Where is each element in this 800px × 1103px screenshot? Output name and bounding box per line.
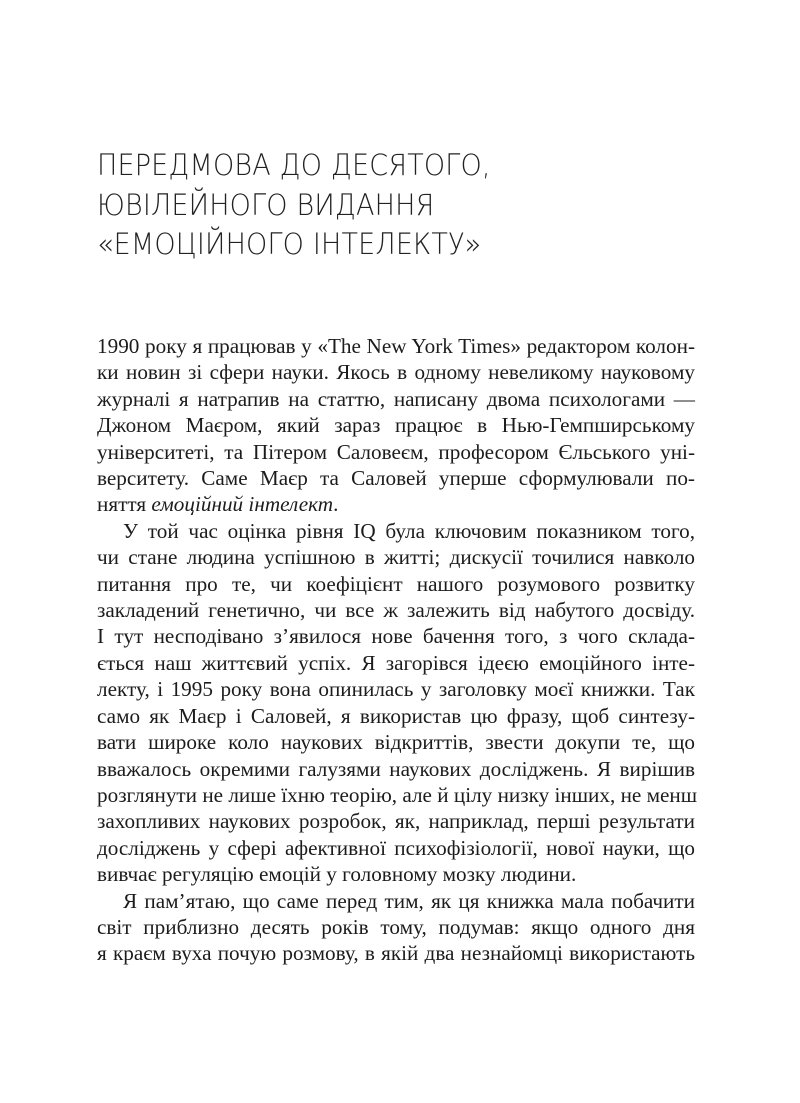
text-line: питання про те, чи коефіцієнт нашого розумового розвитку	[97, 571, 695, 596]
text-line: Я пам’ятаю, що саме перед тим, як ця книжка мала побачити	[123, 888, 695, 913]
text-line: І тут несподівано з’явилося нове бачення того, з чого склада-	[97, 624, 695, 649]
paragraph-3	[97, 888, 695, 967]
text-line: закладений генетично, чи все ж залежить від набутого досвіду.	[97, 598, 695, 623]
text-suffix: .	[333, 492, 339, 517]
text-line: досліджень у сфері афективної психофізіології, нової науки, що	[97, 835, 695, 860]
text-line: ки новин зі сфери науки. Якось в одному невеликому науковому	[97, 360, 695, 385]
chapter-title-line-2: ЮВІЛЕЙНОГО ВИДАННЯ	[97, 187, 435, 222]
chapter-body	[97, 333, 698, 967]
text-line: У той час оцінка рівня IQ була ключовим показником того,	[123, 518, 695, 543]
text-line: вати широке коло наукових відкриттів, звести докупи те, що	[97, 730, 695, 755]
text-line: чи стане людина успішною в житті; дискусії точилися навколо	[97, 545, 695, 570]
text-line: Джоном Маєром, який зараз працює в Нью-Гемпширському	[97, 413, 695, 438]
paragraph-2	[97, 518, 698, 888]
text-line: 1990 року я працював у «The New York Times» редактором колон-	[97, 334, 695, 358]
text-line: ється наш життєвий успіх. Я загорівся ідеєю емоційного інте-	[97, 650, 695, 675]
text-prefix: няття	[97, 492, 152, 517]
text-line: лекту, і 1995 року вона опинилась у заголовку моєї книжки. Так	[97, 677, 695, 702]
chapter-title	[97, 146, 655, 265]
text-line: розглянути не лише їхню теорію, але й цілу низку інших, не менш	[97, 782, 698, 807]
text-line: журналі я натрапив на статтю, написану двома психологами —	[97, 386, 695, 411]
text-line: вивчає регуляцію емоцій у головному мозку людини.	[97, 862, 577, 887]
text-line: світ приблизно десять років тому, подумав: якщо одного дня	[97, 914, 695, 939]
text-line: університеті, та Пітером Саловеєм, професором Єльського уні-	[97, 439, 695, 464]
chapter-title-line-3: «ЕМОЦІЙНОГО ІНТЕЛЕКТУ»	[97, 227, 482, 261]
text-line: верситету. Саме Маєр та Саловей уперше сформулювали по-	[97, 466, 695, 491]
text-line: я краєм вуха почую розмову, в якій два незнайомці використають	[97, 941, 695, 966]
paragraph-1	[97, 333, 695, 518]
emphasized-term: емоційний інтелект	[151, 492, 334, 517]
text-line: само як Маєр і Саловей, я використав цю фразу, щоб синтезу-	[97, 703, 695, 728]
text-line: захопливих наукових розробок, як, наприклад, перші результати	[97, 809, 695, 834]
text-line: вважалось окремими галузями наукових досліджень. Я вирішив	[97, 756, 695, 781]
text-line	[97, 491, 695, 517]
chapter-title-line-1: ПЕРЕДМОВА ДО ДЕСЯТОГО,	[97, 148, 491, 182]
